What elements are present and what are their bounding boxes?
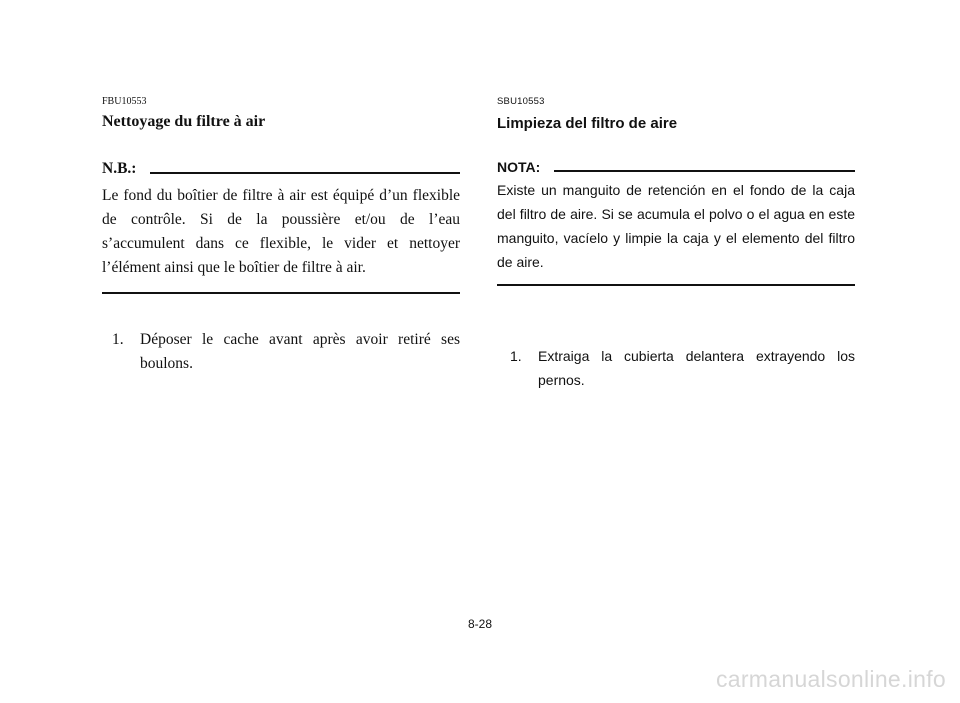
step-text: Déposer le cache avant après avoir retiré ses boulons. (140, 331, 460, 372)
note-header (102, 160, 460, 178)
page-number: 8-28 (467, 617, 493, 631)
note-header (497, 159, 855, 175)
step-number: 1. (112, 331, 124, 348)
step-text: Extraiga la cubierta delantera extrayendo los pernos. (538, 348, 855, 388)
section-code: SBU10553 (497, 96, 545, 107)
section-title: Nettoyage du filtre à air (102, 113, 266, 130)
french-column (102, 96, 460, 376)
note-label: N.B.: (102, 160, 137, 177)
spanish-column (497, 96, 855, 392)
step-item (112, 328, 460, 376)
note-top-rule (554, 170, 855, 172)
note-label: NOTA: (497, 159, 541, 175)
note-top-rule (150, 172, 460, 174)
step-number: 1. (510, 348, 522, 364)
note-text: Existe un manguito de retención en el fondo de la caja del filtro de aire. Si se acumula el polvo o el agua en este manguito, vacíelo y limpie la caja y el elemento del filtro de aire. (497, 178, 855, 286)
watermark: carmanualsonline.info (715, 666, 946, 692)
note-text: Le fond du boîtier de filtre à air est équipé d’un flexible de contrôle. Si de la poussière et/ou de l’eau s’accumulent dans ce flexible, le vider et nettoyer l’élément ainsi que le boîtier de filtre à air. (102, 184, 460, 294)
section-title: Limpieza del filtro de aire (497, 115, 678, 132)
step-item (510, 344, 855, 392)
section-code: FBU10553 (102, 96, 147, 107)
